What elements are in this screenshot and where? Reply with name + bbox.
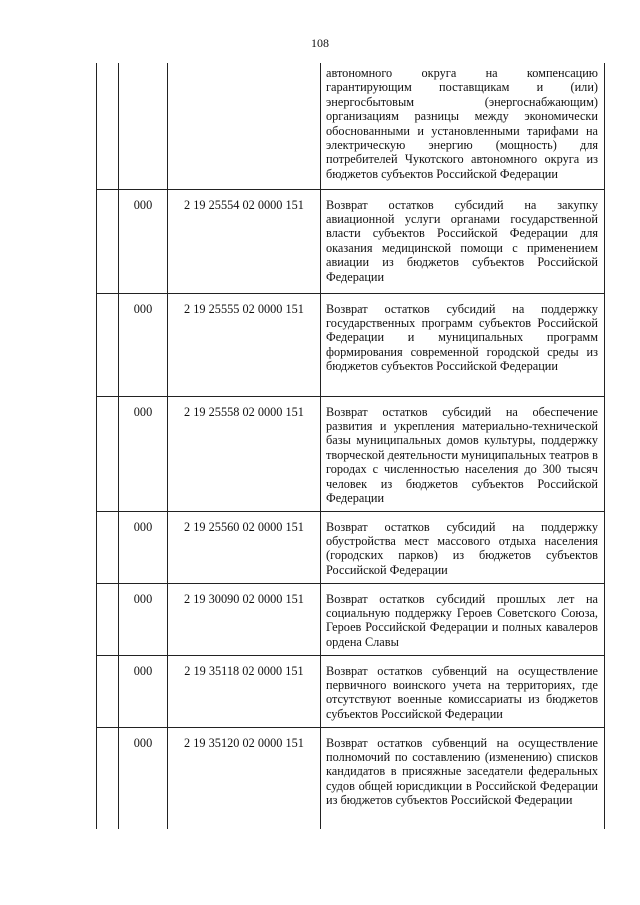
admin-code-cell: 000 (119, 396, 168, 511)
admin-code-cell: 000 (119, 583, 168, 655)
admin-code-cell: 000 (119, 655, 168, 727)
description-cell: Возврат остатков субсидий на обеспечение развития и укрепления материально-технической базы муниципальных домов культуры, поддержку творческой деятельности муниципальных театров в городах с численностью населения до 300 тысяч человек из бюджетов субъектов Российской Федерации (321, 396, 605, 511)
budget-code-cell: 2 19 35118 02 0000 151 (168, 655, 321, 727)
blank-cell (97, 511, 119, 583)
budget-code-cell: 2 19 35120 02 0000 151 (168, 727, 321, 829)
description-cell: Возврат остатков субсидий на поддержку обустройства мест массового отдыха населения (городских парков) из бюджетов субъектов Российской Федерации (321, 511, 605, 583)
description-cell: Возврат остатков субвенций на осуществление первичного воинского учета на территориях, где отсутствуют военные комиссариаты из бюджетов субъектов Российской Федерации (321, 655, 605, 727)
page-number: 108 (311, 36, 329, 50)
admin-code-cell: 000 (119, 511, 168, 583)
table-row (97, 655, 605, 727)
table-row (97, 511, 605, 583)
budget-code-cell: 2 19 25558 02 0000 151 (168, 396, 321, 511)
budget-code-cell: 2 19 30090 02 0000 151 (168, 583, 321, 655)
admin-code-cell: 000 (119, 293, 168, 396)
table-row (97, 293, 605, 396)
blank-cell (97, 655, 119, 727)
budget-code-cell: 2 19 25554 02 0000 151 (168, 189, 321, 293)
budget-classification-table (96, 63, 605, 829)
description-cell: Возврат остатков субсидий прошлых лет на социальную поддержку Героев Советского Союза, Героев Российской Федерации и полных кавалеров ордена Славы (321, 583, 605, 655)
table-row (97, 396, 605, 511)
table-row (97, 583, 605, 655)
budget-code-cell: 2 19 25560 02 0000 151 (168, 511, 321, 583)
admin-code-cell: 000 (119, 189, 168, 293)
blank-cell (97, 396, 119, 511)
admin-code-cell: 000 (119, 727, 168, 829)
description-cell: Возврат остатков субсидий на закупку авиационной услуги органами государственной власти субъектов Российской Федерации для оказания медицинской помощи с применением авиации из бюджетов субъектов Российской Федерации (321, 189, 605, 293)
table-row (97, 63, 605, 189)
blank-cell (97, 63, 119, 189)
budget-code-cell: 2 19 25555 02 0000 151 (168, 293, 321, 396)
budget-code-cell (168, 63, 321, 189)
blank-cell (97, 727, 119, 829)
admin-code-cell (119, 63, 168, 189)
blank-cell (97, 189, 119, 293)
table-row (97, 727, 605, 829)
table-row (97, 189, 605, 293)
blank-cell (97, 293, 119, 396)
description-cell: Возврат остатков субсидий на поддержку государственных программ субъектов Российской Федерации и муниципальных программ формирования современной городской среды из бюджетов субъектов Российской Федерации (321, 293, 605, 396)
blank-cell (97, 583, 119, 655)
description-cell: Возврат остатков субвенций на осуществление полномочий по составлению (изменению) списков кандидатов в присяжные заседатели федеральных судов общей юрисдикции в Российской Федерации из бюджетов субъектов Российской Федерации (321, 727, 605, 829)
description-cell: автономного округа на компенсацию гарантирующим поставщикам и (или) энергосбытовым (энергоснабжающим) организациям разницы между экономически обоснованными и установленными тарифами на электрическую энергию (мощность) для потребителей Чукотского автономного округа из бюджетов субъектов Российской Федерации (321, 63, 605, 189)
